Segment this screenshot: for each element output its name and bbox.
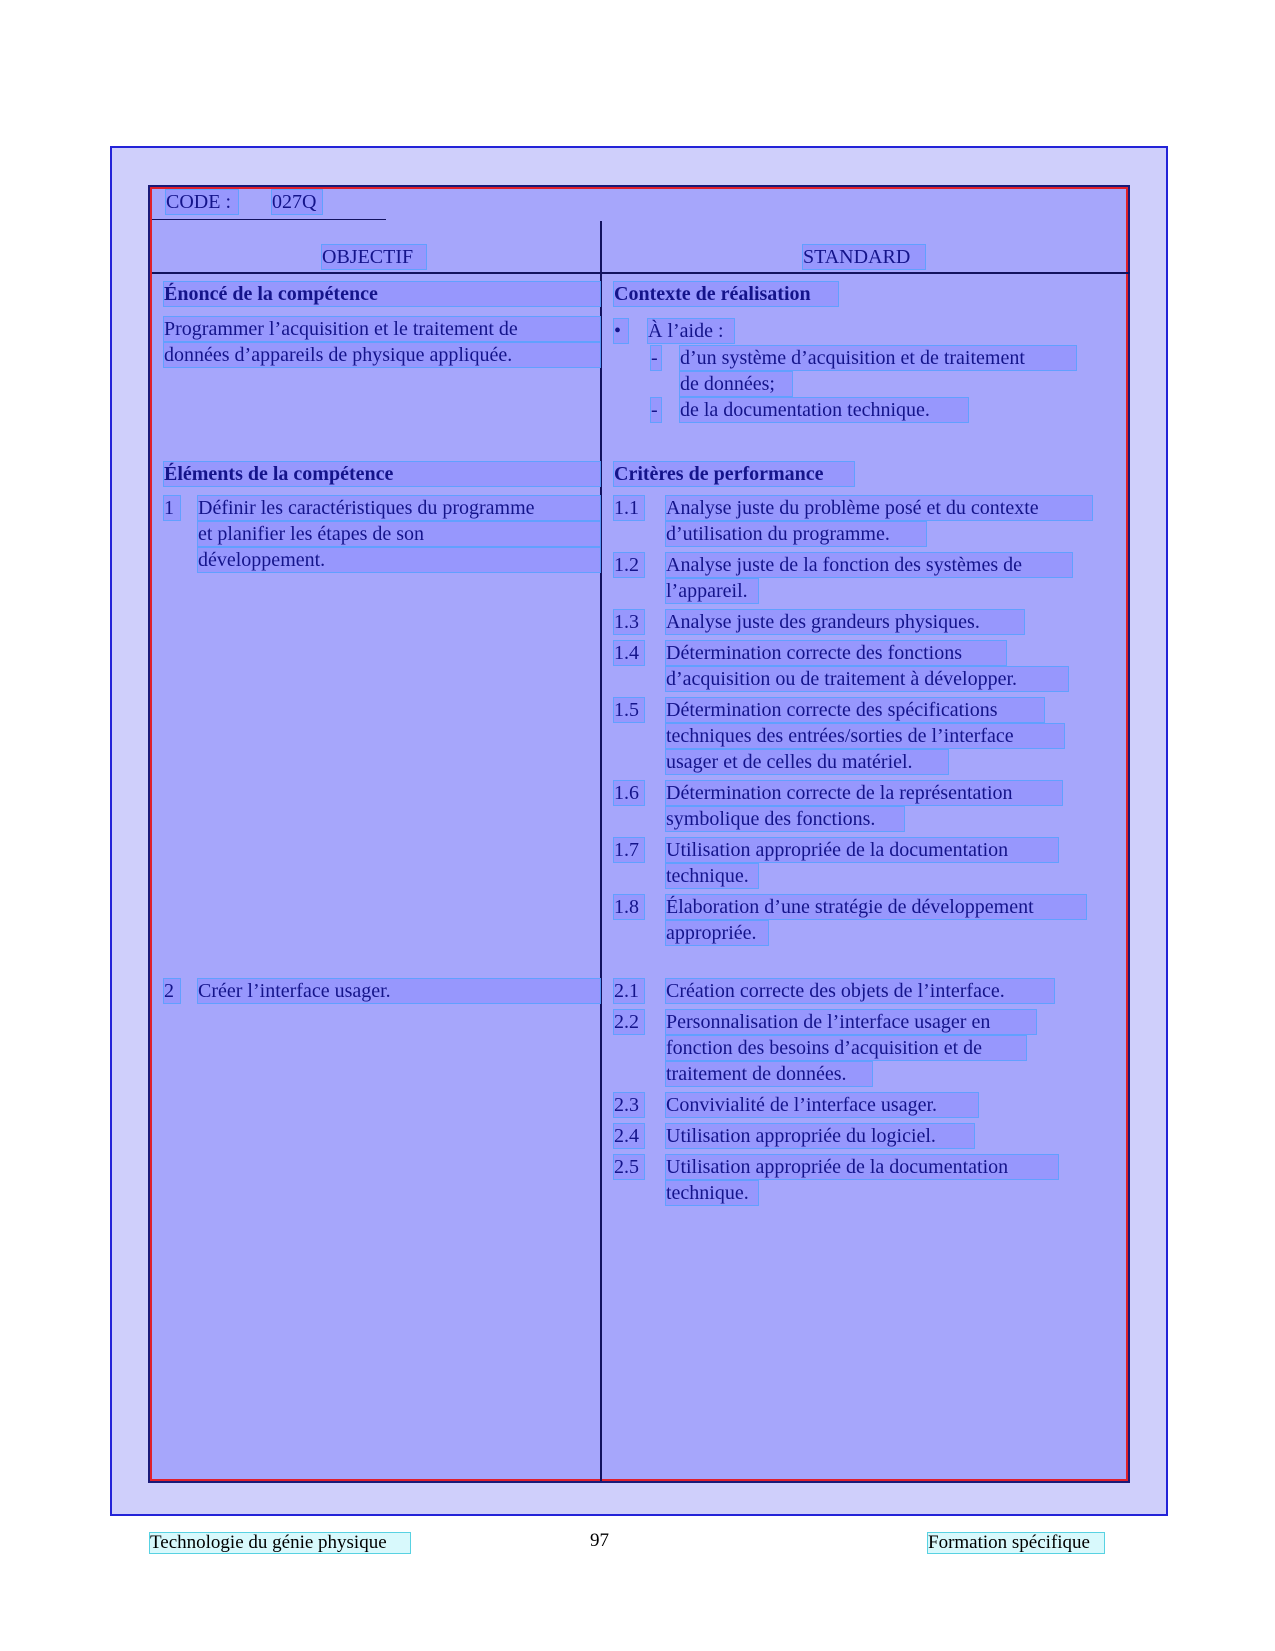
aide-sub-line: de la documentation technique.	[680, 398, 968, 422]
criterion-line: appropriée.	[666, 921, 768, 945]
criterion-line: Utilisation appropriée du logiciel.	[666, 1124, 974, 1148]
element-line: Définir les caractéristiques du programme	[198, 496, 600, 520]
criterion-line: Utilisation appropriée de la documentation	[666, 838, 1058, 862]
criterion-line: l’appareil.	[666, 579, 758, 603]
criterion-number: 1.1	[614, 496, 644, 520]
criterion-line: Détermination correcte des spécifications	[666, 698, 1044, 722]
criterion-line: Création correcte des objets de l’interface.	[666, 979, 1054, 1003]
criterion-line: symbolique des fonctions.	[666, 807, 904, 831]
criterion-line: traitement de données.	[666, 1062, 872, 1086]
column-divider	[600, 221, 602, 1481]
criterion-number: 1.2	[614, 553, 644, 577]
criterion-line: Détermination correcte de la représentation	[666, 781, 1062, 805]
criterion-number: 2.1	[614, 979, 644, 1003]
criterion-line: Utilisation appropriée de la documentation	[666, 1155, 1058, 1179]
footer-page-number: 97	[590, 1530, 609, 1551]
enonce-heading: Énoncé de la compétence	[164, 282, 600, 306]
code-underline	[152, 219, 386, 220]
criterion-line: Détermination correcte des fonctions	[666, 641, 1006, 665]
criterion-line: Analyse juste du problème posé et du contexte	[666, 496, 1092, 520]
element-number: 2	[164, 979, 180, 1003]
criterion-line: Convivialité de l’interface usager.	[666, 1093, 978, 1117]
enonce-line: Programmer l’acquisition et le traitement de	[164, 317, 600, 341]
aide-text: À l’aide :	[648, 319, 734, 343]
criterion-number: 2.4	[614, 1124, 644, 1148]
elements-heading: Éléments de la compétence	[164, 462, 600, 486]
criterion-number: 1.8	[614, 895, 644, 919]
dash: -	[651, 346, 661, 370]
criterion-number: 2.2	[614, 1010, 644, 1034]
criterion-line: d’utilisation du programme.	[666, 522, 926, 546]
objectif-header: OBJECTIF	[322, 245, 426, 269]
criteres-heading: Critères de performance	[614, 462, 854, 486]
element-line: Créer l’interface usager.	[198, 979, 600, 1003]
enonce-line: données d’appareils de physique appliquée.	[164, 343, 600, 367]
criterion-line: d’acquisition ou de traitement à développer.	[666, 667, 1068, 691]
criterion-line: Analyse juste de la fonction des systèmes de	[666, 553, 1072, 577]
criterion-number: 1.7	[614, 838, 644, 862]
aide-sub-line: de données;	[680, 372, 792, 396]
code-value: 027Q	[272, 190, 322, 214]
criterion-number: 1.4	[614, 641, 644, 665]
criterion-line: Analyse juste des grandeurs physiques.	[666, 610, 1024, 634]
standard-header: STANDARD	[803, 245, 925, 269]
bullet: •	[614, 319, 628, 343]
criterion-number: 2.5	[614, 1155, 644, 1179]
code-label: CODE :	[166, 190, 238, 214]
criterion-line: Personnalisation de l’interface usager en	[666, 1010, 1036, 1034]
criterion-line: usager et de celles du matériel.	[666, 750, 948, 774]
criterion-line: techniques des entrées/sorties de l’interface	[666, 724, 1064, 748]
criterion-number: 1.3	[614, 610, 644, 634]
contexte-heading: Contexte de réalisation	[614, 282, 838, 306]
aide-sub-line: d’un système d’acquisition et de traitement	[680, 346, 1076, 370]
header-divider	[152, 272, 1130, 274]
dash: -	[651, 398, 661, 422]
competence-table	[148, 185, 1130, 1483]
criterion-number: 2.3	[614, 1093, 644, 1117]
element-line: développement.	[198, 548, 600, 572]
element-number: 1	[164, 496, 180, 520]
criterion-line: technique.	[666, 1181, 758, 1205]
criterion-number: 1.6	[614, 781, 644, 805]
footer-program: Technologie du génie physique	[150, 1533, 410, 1553]
criterion-line: technique.	[666, 864, 758, 888]
criterion-line: fonction des besoins d’acquisition et de	[666, 1036, 1026, 1060]
footer-section: Formation spécifique	[928, 1533, 1104, 1553]
criterion-line: Élaboration d’une stratégie de développement	[666, 895, 1086, 919]
element-line: et planifier les étapes de son	[198, 522, 600, 546]
criterion-number: 1.5	[614, 698, 644, 722]
